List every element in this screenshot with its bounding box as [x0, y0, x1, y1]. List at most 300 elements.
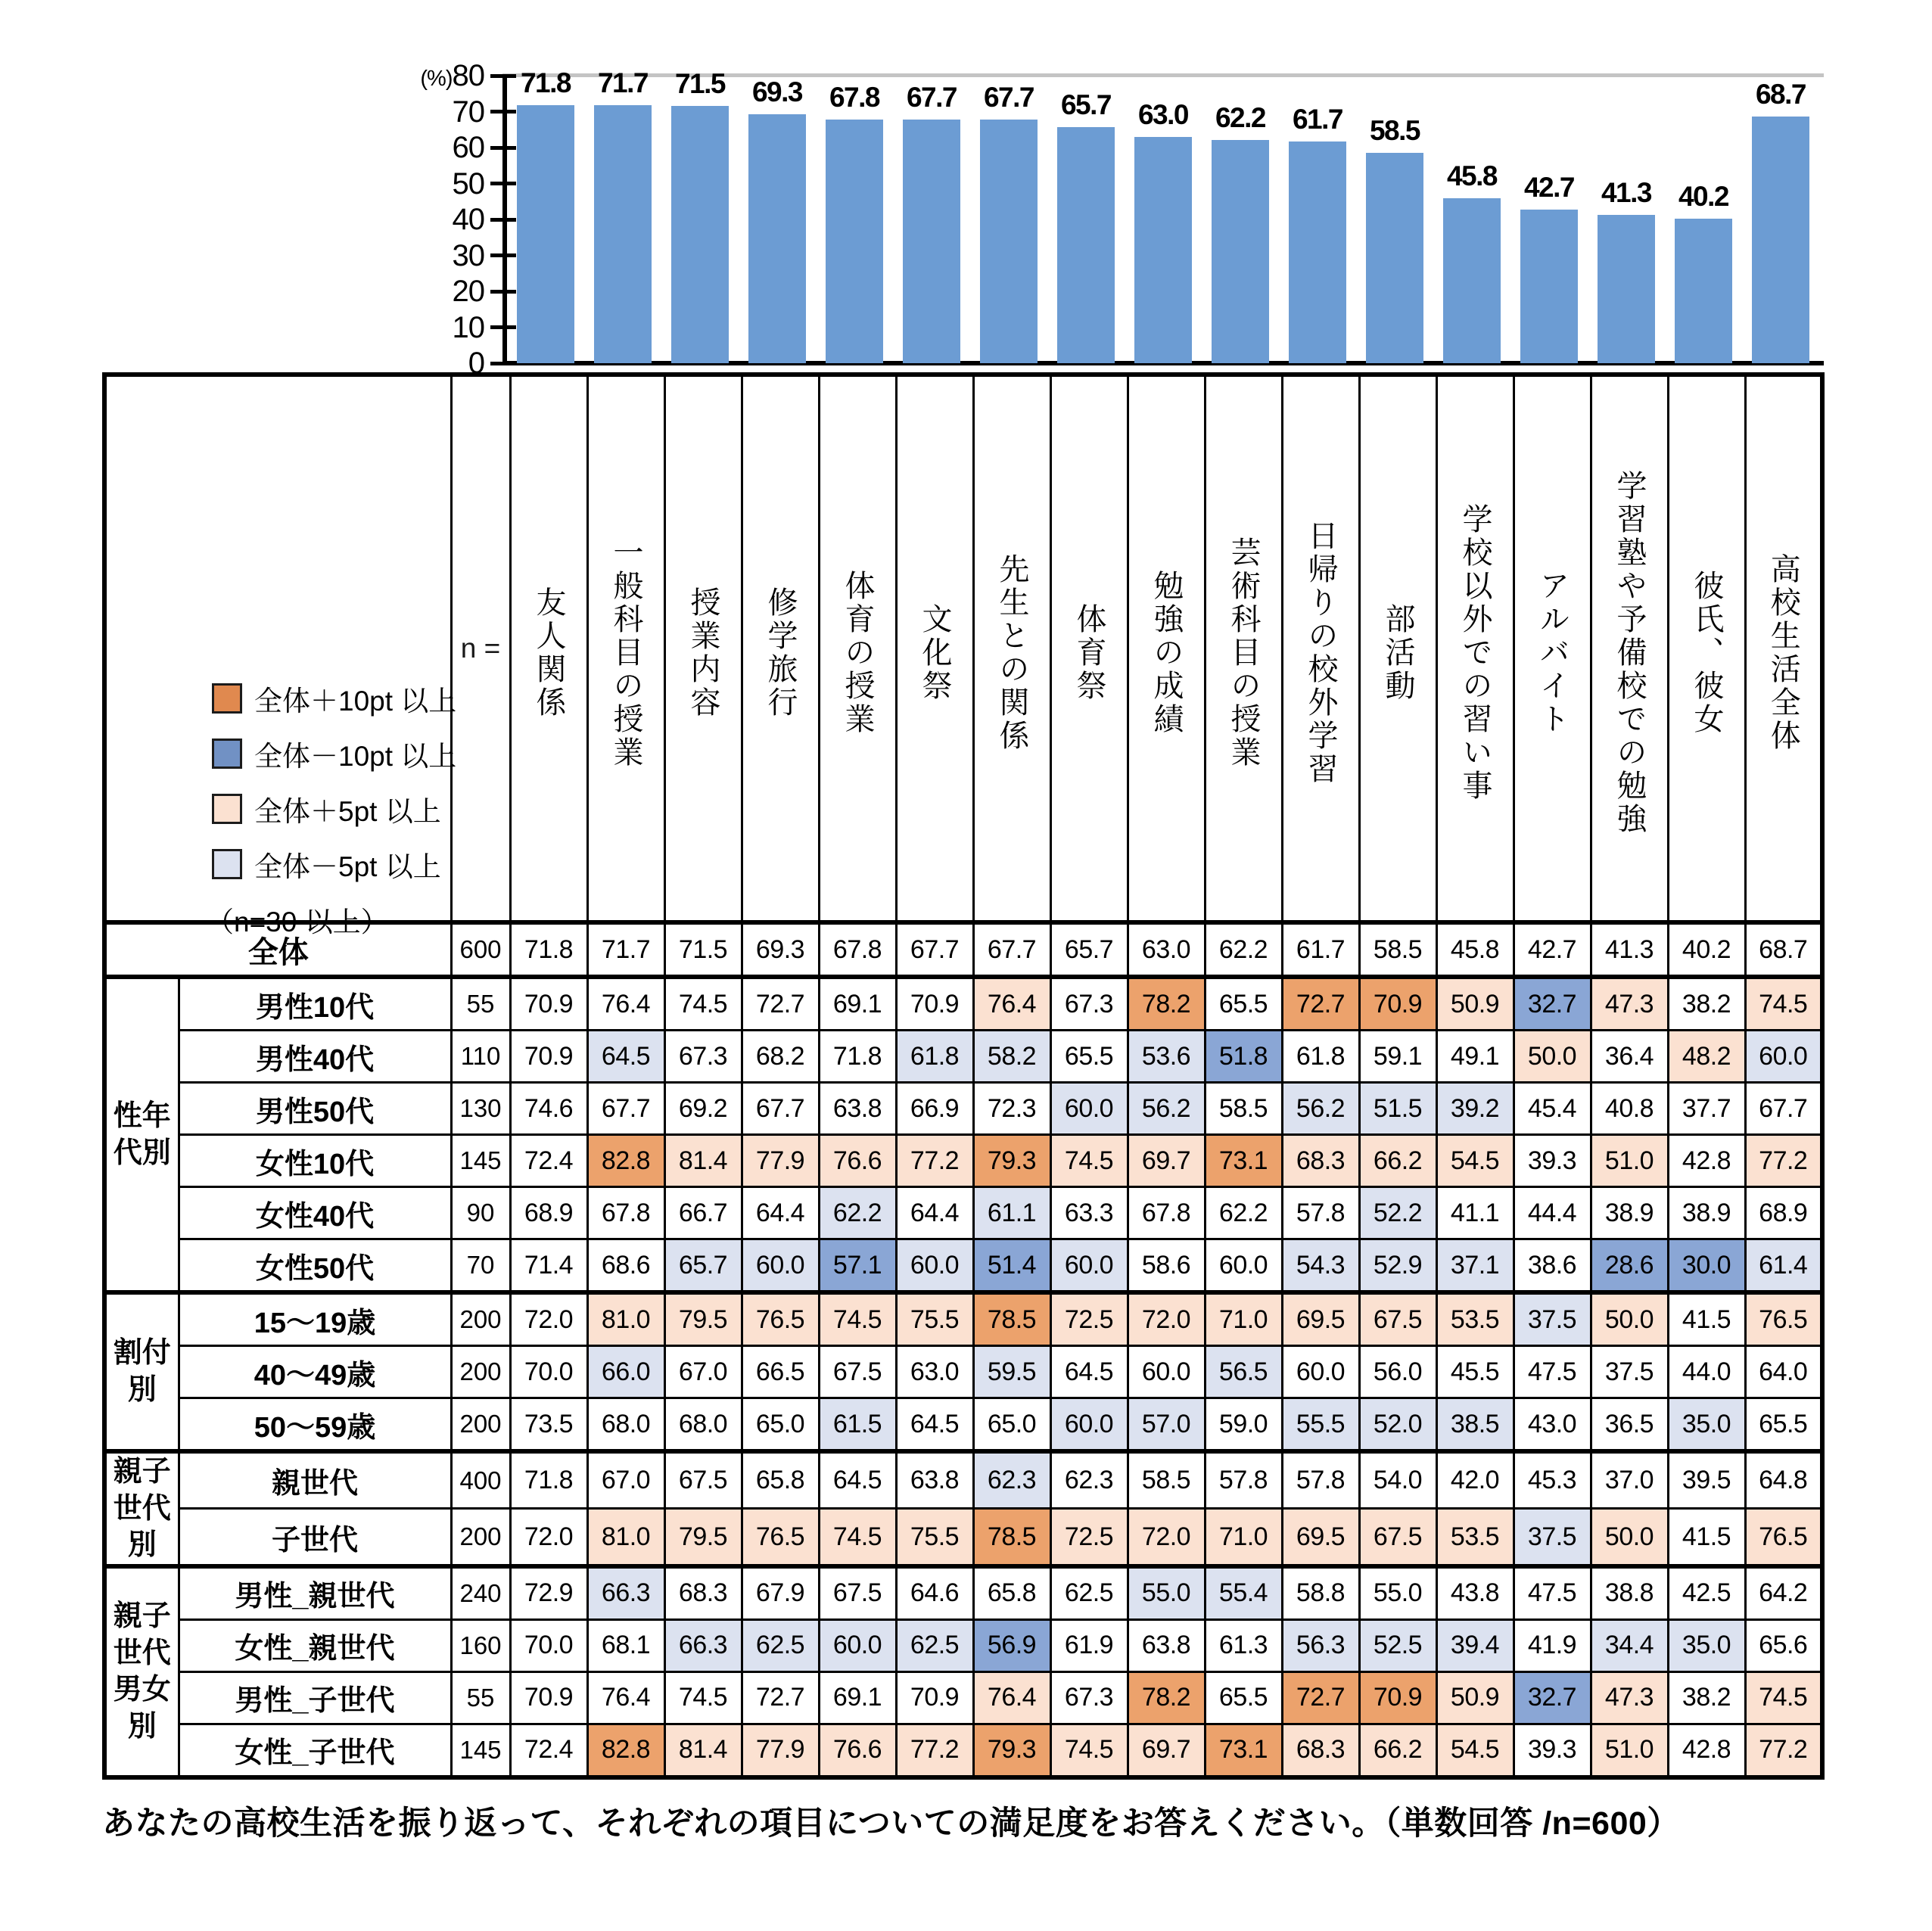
value-cell: 39.3: [1514, 1135, 1591, 1187]
value-cell: 60.0: [1050, 1239, 1128, 1293]
value-cell: 42.8: [1668, 1724, 1745, 1777]
value-cell: 65.0: [973, 1398, 1050, 1452]
bar: [1752, 117, 1809, 363]
row-label: 女性50代: [179, 1239, 451, 1293]
column-header: 一般科目の授業: [587, 375, 664, 922]
value-cell: 54.5: [1436, 1724, 1514, 1777]
value-cell: 68.3: [664, 1566, 742, 1620]
value-cell: 58.8: [1282, 1566, 1359, 1620]
value-cell: 51.4: [973, 1239, 1050, 1293]
bar: [594, 105, 652, 363]
value-cell: 76.5: [1745, 1292, 1822, 1346]
value-cell: 38.6: [1514, 1239, 1591, 1293]
n-cell: 130: [451, 1083, 510, 1135]
value-cell: 66.2: [1359, 1135, 1436, 1187]
value-cell: 66.3: [664, 1619, 742, 1671]
row-label: 女性10代: [179, 1135, 451, 1187]
value-cell: 69.3: [742, 922, 819, 977]
value-cell: 71.8: [819, 1031, 896, 1083]
value-cell: 56.2: [1128, 1083, 1205, 1135]
value-cell: 71.0: [1205, 1292, 1282, 1346]
n-cell: 145: [451, 1724, 510, 1777]
value-cell: 61.8: [1282, 1031, 1359, 1083]
value-cell: 55.5: [1282, 1398, 1359, 1452]
value-cell: 56.3: [1282, 1619, 1359, 1671]
value-cell: 69.7: [1128, 1724, 1205, 1777]
value-cell: 76.5: [742, 1509, 819, 1566]
value-cell: 59.5: [973, 1346, 1050, 1398]
value-cell: 69.2: [664, 1083, 742, 1135]
n-cell: 70: [451, 1239, 510, 1293]
bar: [1598, 215, 1655, 363]
value-cell: 76.4: [587, 977, 664, 1031]
value-cell: 78.2: [1128, 1671, 1205, 1724]
value-cell: 58.5: [1205, 1083, 1282, 1135]
value-cell: 58.5: [1359, 922, 1436, 977]
value-cell: 71.8: [510, 1451, 587, 1509]
value-cell: 56.9: [973, 1619, 1050, 1671]
value-cell: 72.0: [1128, 1292, 1205, 1346]
value-cell: 51.0: [1591, 1724, 1668, 1777]
value-cell: 69.1: [819, 977, 896, 1031]
value-cell: 67.0: [664, 1346, 742, 1398]
value-cell: 67.8: [819, 922, 896, 977]
column-header: 部活動: [1359, 375, 1436, 922]
value-cell: 71.7: [587, 922, 664, 977]
value-cell: 68.9: [510, 1187, 587, 1239]
bar-value-label: 62.2: [1215, 101, 1265, 133]
value-cell: 39.4: [1436, 1619, 1514, 1671]
value-cell: 62.5: [742, 1619, 819, 1671]
value-cell: 70.9: [510, 1031, 587, 1083]
value-cell: 60.0: [1282, 1346, 1359, 1398]
value-cell: 77.2: [896, 1135, 973, 1187]
legend-label: 全体＋5pt 以上: [254, 795, 441, 827]
bar-value-label: 71.7: [597, 67, 648, 99]
column-header: 文化祭: [896, 375, 973, 922]
value-cell: 77.9: [742, 1724, 819, 1777]
value-cell: 72.7: [1282, 977, 1359, 1031]
n-cell: 145: [451, 1135, 510, 1187]
bar-value-label: 69.3: [751, 76, 802, 107]
value-cell: 77.2: [1745, 1135, 1822, 1187]
value-cell: 65.5: [1050, 1031, 1128, 1083]
bar: [826, 120, 883, 363]
value-cell: 47.5: [1514, 1566, 1591, 1620]
y-axis-tick-label: 0: [468, 347, 484, 380]
satisfaction-table: [102, 372, 1825, 1780]
value-cell: 70.9: [510, 977, 587, 1031]
row-label: 15〜19歳: [179, 1292, 451, 1346]
n-column-header: n =: [451, 375, 510, 922]
bar: [1366, 153, 1423, 363]
n-cell: 110: [451, 1031, 510, 1083]
bar: [1134, 137, 1192, 363]
value-cell: 37.5: [1514, 1509, 1591, 1566]
value-cell: 79.3: [973, 1724, 1050, 1777]
value-cell: 50.0: [1514, 1031, 1591, 1083]
n-cell: 55: [451, 1671, 510, 1724]
value-cell: 64.0: [1745, 1346, 1822, 1398]
value-cell: 72.4: [510, 1724, 587, 1777]
n-cell: 400: [451, 1451, 510, 1509]
value-cell: 63.3: [1050, 1187, 1128, 1239]
legend-label: 全体－10pt 以上: [254, 740, 457, 772]
value-cell: 47.3: [1591, 1671, 1668, 1724]
value-cell: 73.1: [1205, 1135, 1282, 1187]
value-cell: 61.7: [1282, 922, 1359, 977]
value-cell: 36.4: [1591, 1031, 1668, 1083]
bar-slot: [1125, 76, 1202, 363]
n-cell: 200: [451, 1346, 510, 1398]
value-cell: 61.9: [1050, 1619, 1128, 1671]
value-cell: 52.0: [1359, 1398, 1436, 1452]
value-cell: 69.1: [819, 1671, 896, 1724]
value-cell: 51.8: [1205, 1031, 1282, 1083]
value-cell: 81.0: [587, 1509, 664, 1566]
value-cell: 61.3: [1205, 1619, 1282, 1671]
value-cell: 58.2: [973, 1031, 1050, 1083]
column-header: 日帰りの校外学習: [1282, 375, 1359, 922]
value-cell: 72.0: [510, 1509, 587, 1566]
value-cell: 67.5: [1359, 1509, 1436, 1566]
value-cell: 77.2: [896, 1724, 973, 1777]
column-header: 高校生活全体: [1745, 375, 1822, 922]
bar-slot: [1510, 76, 1588, 363]
bar-slot: [1742, 76, 1819, 363]
row-label: 男性50代: [179, 1083, 451, 1135]
value-cell: 51.0: [1591, 1135, 1668, 1187]
value-cell: 38.9: [1591, 1187, 1668, 1239]
value-cell: 60.0: [819, 1619, 896, 1671]
value-cell: 62.2: [1205, 922, 1282, 977]
value-cell: 59.0: [1205, 1398, 1282, 1452]
value-cell: 50.9: [1436, 1671, 1514, 1724]
value-cell: 55.0: [1128, 1566, 1205, 1620]
y-axis-tick-label: 50: [452, 166, 484, 201]
value-cell: 42.5: [1668, 1566, 1745, 1620]
row-label: 男性_子世代: [179, 1671, 451, 1724]
value-cell: 44.4: [1514, 1187, 1591, 1239]
value-cell: 62.2: [1205, 1187, 1282, 1239]
value-cell: 71.0: [1205, 1509, 1282, 1566]
value-cell: 74.5: [1050, 1724, 1128, 1777]
value-cell: 65.8: [973, 1566, 1050, 1620]
value-cell: 72.5: [1050, 1509, 1128, 1566]
value-cell: 64.5: [1050, 1346, 1128, 1398]
value-cell: 39.2: [1436, 1083, 1514, 1135]
value-cell: 67.3: [1050, 1671, 1128, 1724]
value-cell: 60.0: [1745, 1031, 1822, 1083]
value-cell: 67.7: [896, 922, 973, 977]
group-label: 親子 世代 男女別: [104, 1566, 179, 1777]
bar-value-label: 71.5: [674, 68, 725, 100]
value-cell: 79.5: [664, 1292, 742, 1346]
value-cell: 39.3: [1514, 1724, 1591, 1777]
value-cell: 37.5: [1591, 1346, 1668, 1398]
value-cell: 65.5: [1745, 1398, 1822, 1452]
bar-value-label: 67.7: [983, 82, 1034, 113]
value-cell: 49.1: [1436, 1031, 1514, 1083]
value-cell: 70.9: [1359, 1671, 1436, 1724]
n-cell: 600: [451, 922, 510, 977]
y-axis-tick-label: 10: [452, 310, 484, 344]
value-cell: 78.5: [973, 1509, 1050, 1566]
value-cell: 52.2: [1359, 1187, 1436, 1239]
value-cell: 32.7: [1514, 977, 1591, 1031]
value-cell: 52.5: [1359, 1619, 1436, 1671]
value-cell: 62.5: [1050, 1566, 1128, 1620]
value-cell: 70.9: [896, 1671, 973, 1724]
value-cell: 68.0: [587, 1398, 664, 1452]
value-cell: 53.6: [1128, 1031, 1205, 1083]
value-cell: 69.7: [1128, 1135, 1205, 1187]
value-cell: 74.5: [664, 1671, 742, 1724]
column-header: 授業内容: [664, 375, 742, 922]
value-cell: 66.0: [587, 1346, 664, 1398]
value-cell: 76.6: [819, 1135, 896, 1187]
value-cell: 73.5: [510, 1398, 587, 1452]
bar-slot: [584, 67, 661, 363]
column-header: 友人関係: [510, 375, 587, 922]
bar-value-label: 41.3: [1601, 176, 1651, 208]
value-cell: 38.9: [1668, 1187, 1745, 1239]
value-cell: 70.9: [896, 977, 973, 1031]
value-cell: 43.8: [1436, 1566, 1514, 1620]
bar-slot: [816, 76, 893, 363]
value-cell: 63.8: [896, 1451, 973, 1509]
value-cell: 56.2: [1282, 1083, 1359, 1135]
value-cell: 70.9: [1359, 977, 1436, 1031]
value-cell: 63.0: [896, 1346, 973, 1398]
value-cell: 67.7: [1745, 1083, 1822, 1135]
value-cell: 61.4: [1745, 1239, 1822, 1293]
value-cell: 67.7: [742, 1083, 819, 1135]
value-cell: 28.6: [1591, 1239, 1668, 1293]
value-cell: 78.5: [973, 1292, 1050, 1346]
value-cell: 37.5: [1514, 1292, 1591, 1346]
group-label: 性年 代別: [104, 977, 179, 1292]
n-cell: 160: [451, 1619, 510, 1671]
value-cell: 67.7: [587, 1083, 664, 1135]
column-header: 芸術科目の授業: [1205, 375, 1282, 922]
survey-question-caption: あなたの高校生活を振り返って、それぞれの項目についての満足度をお答えください。（単数回答 /n=600）: [102, 1805, 1680, 1842]
value-cell: 41.3: [1591, 922, 1668, 977]
y-axis-tick-label: 20: [452, 275, 484, 308]
value-cell: 73.1: [1205, 1724, 1282, 1777]
bar-slot: [893, 76, 970, 363]
bar-slot: [1665, 76, 1742, 363]
value-cell: 59.1: [1359, 1031, 1436, 1083]
bar-slot: [1588, 76, 1665, 363]
bar: [517, 105, 574, 363]
value-cell: 40.8: [1591, 1083, 1668, 1135]
value-cell: 76.6: [819, 1724, 896, 1777]
bar-value-label: 58.5: [1369, 115, 1420, 147]
value-cell: 70.9: [510, 1671, 587, 1724]
value-cell: 38.2: [1668, 977, 1745, 1031]
value-cell: 67.5: [664, 1451, 742, 1509]
value-cell: 64.4: [742, 1187, 819, 1239]
row-label: 女性_子世代: [179, 1724, 451, 1777]
bar: [1057, 127, 1115, 363]
bar-value-label: 71.8: [520, 67, 571, 98]
row-label: 男性40代: [179, 1031, 451, 1083]
value-cell: 56.5: [1205, 1346, 1282, 1398]
value-cell: 68.2: [742, 1031, 819, 1083]
y-axis-tick-label: 40: [452, 203, 484, 236]
value-cell: 43.0: [1514, 1398, 1591, 1452]
y-axis-tick-label: 30: [452, 238, 484, 272]
value-cell: 67.5: [1359, 1292, 1436, 1346]
header-left-spacer: [104, 375, 451, 922]
value-cell: 45.5: [1436, 1346, 1514, 1398]
value-cell: 64.8: [1745, 1451, 1822, 1509]
value-cell: 45.4: [1514, 1083, 1591, 1135]
value-cell: 76.5: [1745, 1509, 1822, 1566]
value-cell: 76.5: [742, 1292, 819, 1346]
value-cell: 72.0: [510, 1292, 587, 1346]
value-cell: 74.5: [819, 1292, 896, 1346]
bar-value-label: 68.7: [1755, 78, 1806, 110]
bar: [748, 114, 806, 363]
value-cell: 54.3: [1282, 1239, 1359, 1293]
column-header: 修学旅行: [742, 375, 819, 922]
value-cell: 81.0: [587, 1292, 664, 1346]
row-label: 親世代: [179, 1451, 451, 1509]
value-cell: 64.5: [819, 1451, 896, 1509]
value-cell: 76.4: [973, 1671, 1050, 1724]
row-label: 40〜49歳: [179, 1346, 451, 1398]
value-cell: 67.5: [819, 1566, 896, 1620]
value-cell: 50.9: [1436, 977, 1514, 1031]
row-label: 50〜59歳: [179, 1398, 451, 1452]
value-cell: 67.9: [742, 1566, 819, 1620]
bar: [903, 120, 960, 363]
value-cell: 57.8: [1282, 1187, 1359, 1239]
value-cell: 67.3: [1050, 977, 1128, 1031]
value-cell: 41.5: [1668, 1509, 1745, 1566]
value-cell: 65.7: [1050, 922, 1128, 977]
row-label: 女性40代: [179, 1187, 451, 1239]
bar-slot: [661, 68, 739, 363]
value-cell: 38.5: [1436, 1398, 1514, 1452]
group-label: 親子 世代別: [104, 1451, 179, 1566]
value-cell: 53.5: [1436, 1292, 1514, 1346]
value-cell: 52.9: [1359, 1239, 1436, 1293]
value-cell: 50.0: [1591, 1292, 1668, 1346]
value-cell: 68.3: [1282, 1135, 1359, 1187]
value-cell: 38.2: [1668, 1671, 1745, 1724]
column-header: アルバイト: [1514, 375, 1591, 922]
value-cell: 75.5: [896, 1292, 973, 1346]
value-cell: 71.5: [664, 922, 742, 977]
value-cell: 67.5: [819, 1346, 896, 1398]
n-cell: 200: [451, 1398, 510, 1452]
value-cell: 61.8: [896, 1031, 973, 1083]
value-cell: 47.3: [1591, 977, 1668, 1031]
value-cell: 69.5: [1282, 1292, 1359, 1346]
y-axis-tick-label: (%)80: [420, 59, 484, 92]
value-cell: 62.3: [973, 1451, 1050, 1509]
value-cell: 35.0: [1668, 1398, 1745, 1452]
value-cell: 58.6: [1128, 1239, 1205, 1293]
value-cell: 37.0: [1591, 1451, 1668, 1509]
bar-slot: [970, 76, 1047, 363]
value-cell: 58.5: [1128, 1451, 1205, 1509]
value-cell: 45.3: [1514, 1451, 1591, 1509]
column-header: 学校以外での習い事: [1436, 375, 1514, 922]
value-cell: 44.0: [1668, 1346, 1745, 1398]
value-cell: 68.1: [587, 1619, 664, 1671]
value-cell: 42.8: [1668, 1135, 1745, 1187]
value-cell: 57.8: [1205, 1451, 1282, 1509]
value-cell: 65.5: [1205, 977, 1282, 1031]
value-cell: 74.5: [1050, 1135, 1128, 1187]
value-cell: 41.1: [1436, 1187, 1514, 1239]
value-cell: 66.3: [587, 1566, 664, 1620]
value-cell: 34.4: [1591, 1619, 1668, 1671]
value-cell: 37.1: [1436, 1239, 1514, 1293]
bar: [671, 106, 729, 363]
value-cell: 48.2: [1668, 1031, 1745, 1083]
bar: [1520, 210, 1578, 363]
value-cell: 81.4: [664, 1724, 742, 1777]
value-cell: 76.4: [973, 977, 1050, 1031]
value-cell: 61.1: [973, 1187, 1050, 1239]
value-cell: 68.7: [1745, 922, 1822, 977]
value-cell: 78.2: [1128, 977, 1205, 1031]
value-cell: 74.5: [819, 1509, 896, 1566]
value-cell: 76.4: [587, 1671, 664, 1724]
bar: [1443, 198, 1501, 363]
value-cell: 65.8: [742, 1451, 819, 1509]
value-cell: 68.6: [587, 1239, 664, 1293]
value-cell: 74.6: [510, 1083, 587, 1135]
value-cell: 56.0: [1359, 1346, 1436, 1398]
value-cell: 67.8: [587, 1187, 664, 1239]
n-cell: 240: [451, 1566, 510, 1620]
value-cell: 38.8: [1591, 1566, 1668, 1620]
y-axis-tick-label: 70: [452, 95, 484, 129]
bar: [1212, 140, 1269, 363]
value-cell: 64.5: [896, 1398, 973, 1452]
value-cell: 72.0: [1128, 1509, 1205, 1566]
column-header: 体育祭: [1050, 375, 1128, 922]
value-cell: 63.8: [819, 1083, 896, 1135]
column-header: 先生との関係: [973, 375, 1050, 922]
legend-note: （n=30 以上）: [206, 906, 389, 938]
bar-value-label: 40.2: [1678, 181, 1728, 213]
value-cell: 66.9: [896, 1083, 973, 1135]
column-header: 勉強の成績: [1128, 375, 1205, 922]
row-label: 子世代: [179, 1509, 451, 1566]
value-cell: 66.5: [742, 1346, 819, 1398]
bar-slot: [1279, 76, 1356, 363]
value-cell: 79.3: [973, 1135, 1050, 1187]
value-cell: 54.0: [1359, 1451, 1436, 1509]
value-cell: 57.8: [1282, 1451, 1359, 1509]
value-cell: 64.5: [587, 1031, 664, 1083]
value-cell: 60.0: [1205, 1239, 1282, 1293]
value-cell: 72.3: [973, 1083, 1050, 1135]
value-cell: 68.0: [664, 1398, 742, 1452]
bar-slot: [507, 67, 584, 363]
value-cell: 35.0: [1668, 1619, 1745, 1671]
value-cell: 68.3: [1282, 1724, 1359, 1777]
bar-value-label: 67.7: [906, 82, 957, 113]
value-cell: 60.0: [742, 1239, 819, 1293]
